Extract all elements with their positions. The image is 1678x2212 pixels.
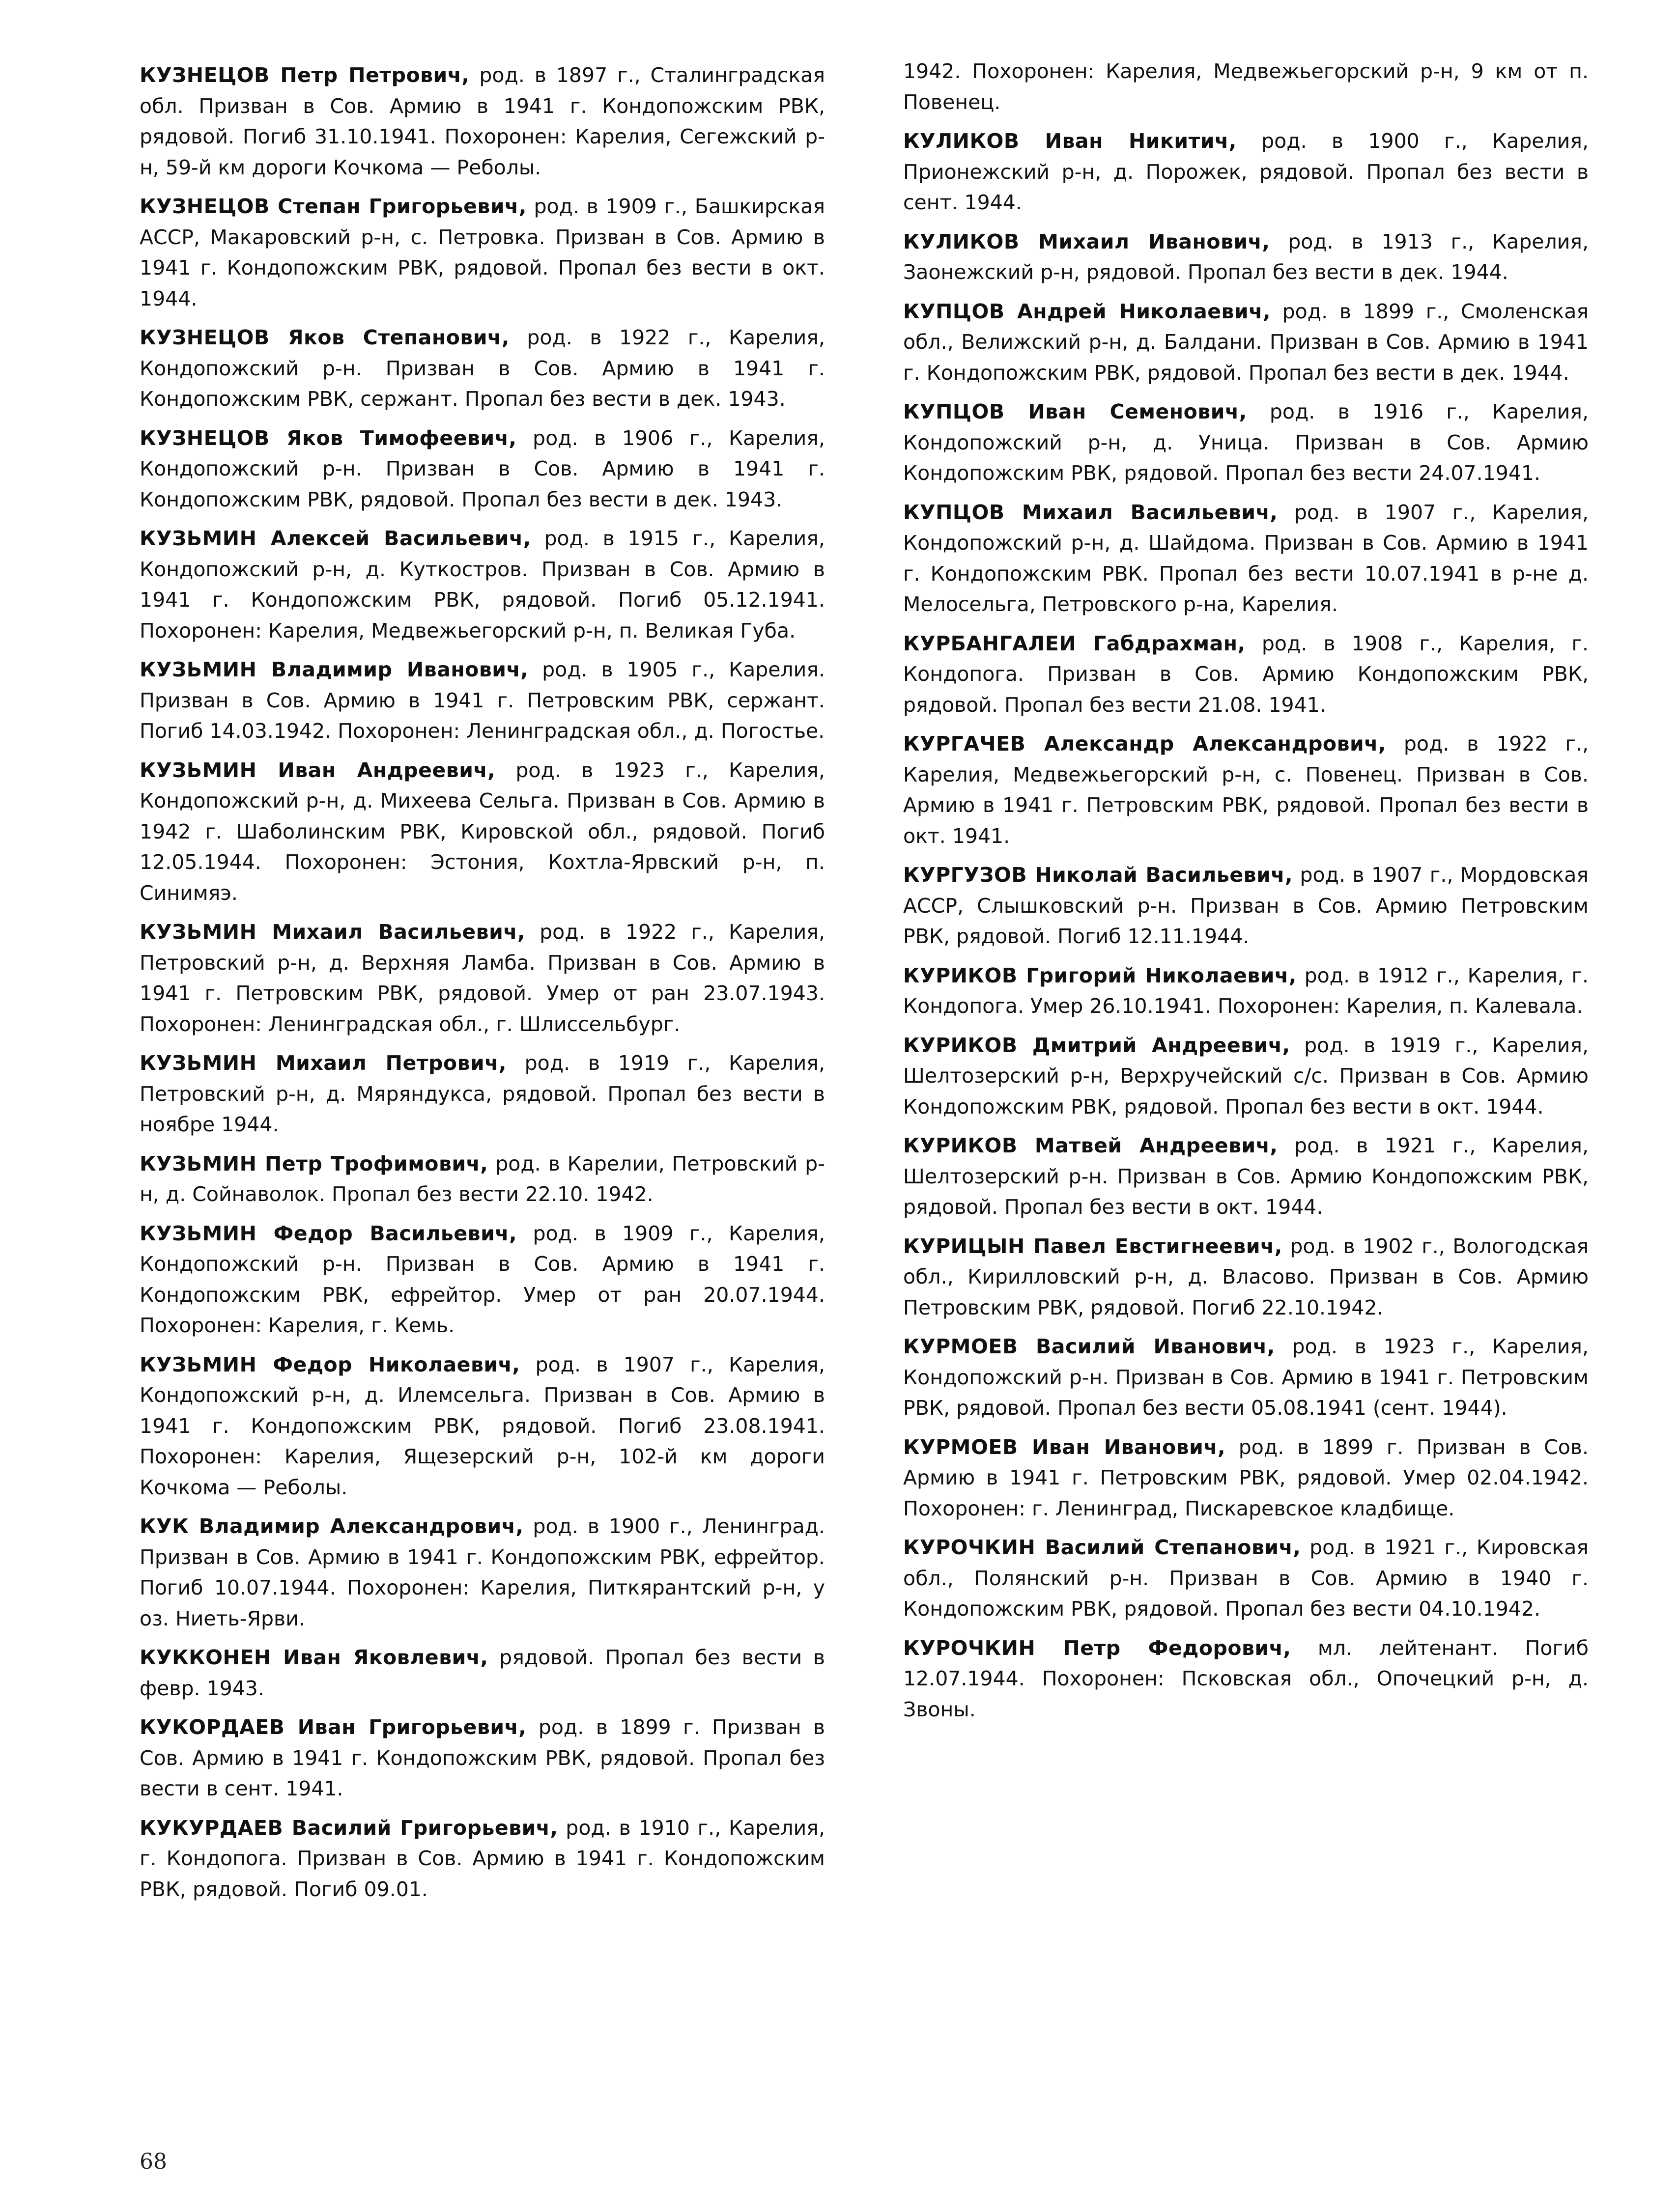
entry-text: род. в 1922 г., Карелия, Медвежьегорский р-н, с. Повенец. Призван в Сов. Армию в 1941 г. Петровским РВК, рядовой. Пропал без вести в окт. 1941. [903, 732, 1589, 848]
entry-name: КУРИЦЫН Павел Евстигнеевич, [903, 1234, 1282, 1258]
right-column [903, 56, 1589, 1733]
entry-name: КУЗНЕЦОВ Степан Григорьевич, [140, 195, 527, 218]
entry-name: КУЗНЕЦОВ Петр Петрович, [140, 63, 470, 87]
list-entry [140, 1048, 825, 1140]
list-entry [903, 1130, 1589, 1223]
entry-name: КУПЦОВ Иван Семенович, [903, 400, 1247, 423]
entry-name: КУРОЧКИН Василий Степанович, [903, 1536, 1301, 1559]
entry-name: КУЗНЕЦОВ Яков Степанович, [140, 326, 510, 349]
list-entry [903, 226, 1589, 288]
entry-continuation: 1942. Похоронен: Карелия, Медвежьегорский р-н, 9 км от п. Повенец. [903, 59, 1589, 114]
entry-text: род. в 1913 г., Карелия, Заонежский р-н, рядовой. Пропал без вести в дек. 1944. [903, 229, 1589, 284]
entry-name: КУРИКОВ Григорий Николаевич, [903, 963, 1297, 987]
list-entry [903, 728, 1589, 851]
list-entry [903, 1432, 1589, 1524]
entry-name: КУЗЬМИН Федор Николаевич, [140, 1352, 520, 1376]
entry-text: род. в 1897 г., Сталинградская обл. Призван в Сов. Армию в 1941 г. Кондопожским РВК, рядовой. Погиб 31.10.1941. Похоронен: Карелия, Сегежский р-н, 59-й км дороги Кочкома — Реболы. [140, 63, 825, 179]
entry-name: КУЛИКОВ Михаил Иванович, [903, 229, 1270, 253]
entry-name: КУРИКОВ Матвей Андреевич, [903, 1134, 1278, 1157]
page-number: 68 [140, 2149, 167, 2174]
entry-text: род. в 1922 г., Карелия, Кондопожский р-н. Призван в Сов. Армию в 1941 г. Кондопожским РВК, сержант. Пропал без вести в дек. 1943. [140, 326, 825, 411]
entry-text: род. в 1907 г., Карелия, Кондопожский р-н, д. Шайдома. Призван в Сов. Армию в 1941 г. Кондопожским РВК. Пропал без вести 10.07.1941 в р-не д. Мелосельга, Петровского р-на, Карелия. [903, 500, 1589, 616]
entry-name: КУК Владимир Александрович, [140, 1514, 524, 1538]
entry-name: КУРИКОВ Дмитрий Андреевич, [903, 1033, 1290, 1057]
entry-name: КУРМОЕВ Василий Иванович, [903, 1335, 1275, 1358]
entry-text: род. в 1907 г., Карелия, Кондопожский р-н, д. Илемсельга. Призван в Сов. Армию в 1941 г. Кондопожским РВК, рядовой. Погиб 23.08.1941. Похоронен: Карелия, Ящезерский р-н, 102-й км дороги Кочкома — Реболы. [140, 1352, 825, 1499]
list-entry [140, 654, 825, 747]
list-entry [140, 1813, 825, 1905]
entry-text: род. в 1899 г. Призван в Сов. Армию в 1941 г. Петровским РВК, рядовой. Умер 02.04.1942. Похоронен: г. Ленинград, Пискаревское кладбище. [903, 1435, 1589, 1520]
list-entry [903, 1331, 1589, 1424]
entry-name: КУЛИКОВ Иван Никитич, [903, 129, 1237, 153]
entry-name: КУККОНЕН Иван Яковлевич, [140, 1646, 488, 1669]
list-entry [140, 1511, 825, 1634]
entry-name: КУЗЬМИН Михаил Петрович, [140, 1051, 507, 1075]
list-entry [140, 917, 825, 1039]
entry-text: род. в 1919 г., Карелия, Петровский р-н, д. Мяряндукса, рядовой. Пропал без вести в ноябре 1944. [140, 1051, 825, 1136]
list-entry [140, 1349, 825, 1503]
entry-text: род. в 1907 г., Мордовская АССР, Слышковский р-н. Призван в Сов. Армию Петровским РВК, рядовой. Погиб 12.11.1944. [903, 863, 1589, 948]
entry-text: род. в 1899 г. Призван в Сов. Армию в 1941 г. Кондопожским РВК, рядовой. Пропал без вести в сент. 1941. [140, 1715, 825, 1800]
entry-name: КУЗЬМИН Михаил Васильевич, [140, 920, 526, 944]
list-entry [903, 1532, 1589, 1624]
entry-name: КУЗЬМИН Иван Андреевич, [140, 758, 496, 782]
list-entry [903, 960, 1589, 1022]
entry-text: род. в 1909 г., Карелия, Кондопожский р-н. Призван в Сов. Армию в 1941 г. Кондопожским РВК, ефрейтор. Умер от ран 20.07.1944. Похоронен: Карелия, г. Кемь. [140, 1221, 825, 1337]
entry-text: род. в 1919 г., Карелия, Шелтозерский р-н, Верхручейский с/с. Призван в Сов. Армию Кондопожским РВК, рядовой. Пропал без вести в окт. 1944. [903, 1033, 1589, 1119]
left-column [140, 60, 825, 1913]
entry-text: род. в 1921 г., Карелия, Шелтозерский р-н. Призван в Сов. Армию Кондопожским РВК, рядовой. Пропал без вести в окт. 1944. [903, 1134, 1589, 1219]
list-entry [903, 1030, 1589, 1122]
entry-text: род. в 1900 г., Карелия, Прионежский р-н, д. Порожек, рядовой. Пропал без вести в сент. 1944. [903, 129, 1589, 214]
list-entry [140, 523, 825, 646]
entry-name: КУКОРДАЕВ Иван Григорьевич, [140, 1715, 527, 1739]
entry-text: род. в 1915 г., Карелия, Кондопожский р-н, д. Куткостров. Призван в Сов. Армию в 1941 г. Кондопожским РВК, рядовой. Погиб 05.12.1941. Похоронен: Карелия, Медвежьегорский р-н, п. Великая Губа. [140, 527, 825, 643]
entry-text: мл. лейтенант. Погиб 12.07.1944. Похоронен: Псковская обл., Опочецкий р-н, д. Звоны. [903, 1636, 1589, 1721]
entry-text: род. в 1923 г., Карелия, Кондопожский р-н. Призван в Сов. Армию в 1941 г. Петровским РВК, рядовой. Пропал без вести 05.08.1941 (сент. 1944). [903, 1335, 1589, 1420]
entry-name: КУКУРДАЕВ Василий Григорьевич, [140, 1816, 558, 1840]
entry-name: КУЗЬМИН Владимир Иванович, [140, 658, 529, 681]
entry-text: род. в 1922 г., Карелия, Петровский р-н, д. Верхняя Ламба. Призван в Сов. Армию в 1941 г. Петровским РВК, рядовой. Умер от ран 23.07.1943. Похоронен: Ленинградская обл., г. Шлиссельбург. [140, 920, 825, 1036]
list-entry [140, 423, 825, 515]
list-entry [903, 126, 1589, 218]
list-entry [903, 396, 1589, 489]
entry-text: род. в 1910 г., Карелия, г. Кондопога. Призван в Сов. Армию в 1941 г. Кондопожским РВК, рядовой. Погиб 09.01. [140, 1816, 825, 1901]
entry-text: род. в 1905 г., Карелия. Призван в Сов. Армию в 1941 г. Петровским РВК, сержант. Погиб 14.03.1942. Похоронен: Ленинградская обл., д. Погостье. [140, 658, 825, 743]
entry-name: КУЗЬМИН Петр Трофимович, [140, 1151, 488, 1176]
list-entry [140, 191, 825, 314]
entry-text: род. в 1916 г., Карелия, Кондопожский р-н, д. Уница. Призван в Сов. Армию Кондопожским РВК, рядовой. Пропал без вести 24.07.1941. [903, 400, 1589, 485]
list-entry [903, 1633, 1589, 1725]
entry-name: КУРОЧКИН Петр Федорович, [903, 1636, 1291, 1660]
list-entry [903, 296, 1589, 389]
entry-text: род. в 1908 г., Карелия, г. Кондопога. Призван в Сов. Армию Кондопожским РВК, рядовой. Пропал без вести 21.08. 1941. [903, 631, 1589, 717]
list-entry [903, 497, 1589, 620]
list-entry [903, 628, 1589, 721]
entry-text: род. в 1921 г., Кировская обл., Полянский р-н. Призван в Сов. Армию в 1940 г. Кондопожским РВК, рядовой. Пропал без вести 04.10.1942. [903, 1536, 1589, 1621]
entry-text: род. в 1923 г., Карелия, Кондопожский р-н, д. Михеева Сельга. Призван в Сов. Армию в 1942 г. Шаболинским РВК, Кировской обл., рядовой. Погиб 12.05.1944. Похоронен: Эстония, Кохтла-Ярвский р-н, п. Синимяэ. [140, 758, 825, 905]
entry-name: КУЗНЕЦОВ Яков Тимофеевич, [140, 426, 517, 450]
entry-name: КУРБАНГАЛЕИ Габдрахман, [903, 631, 1246, 655]
entry-text: род. в 1902 г., Вологодская обл., Кирилловский р-н, д. Власово. Призван в Сов. Армию Петровским РВК, рядовой. Погиб 22.10.1942. [903, 1234, 1589, 1319]
entry-text: род. в 1909 г., Башкирская АССР, Макаровский р-н, с. Петровка. Призван в Сов. Армию в 1941 г. Кондопожским РВК, рядовой. Пропал без вести в окт. 1944. [140, 195, 825, 310]
entry-text: род. в Карелии, Петровский р-н, д. Сойнаволок. Пропал без вести 22.10. 1942. [140, 1151, 825, 1206]
entry-name: КУПЦОВ Андрей Николаевич, [903, 299, 1271, 323]
entry-name: КУПЦОВ Михаил Васильевич, [903, 500, 1278, 524]
list-entry [140, 322, 825, 415]
entry-text: рядовой. Пропал без вести в февр. 1943. [140, 1646, 825, 1700]
entry-name: КУЗЬМИН Алексей Васильевич, [140, 527, 531, 550]
entry-name: КУЗЬМИН Федор Васильевич, [140, 1221, 517, 1245]
entry-name: КУРГАЧЕВ Александр Александрович, [903, 732, 1386, 756]
entry-text: род. в 1906 г., Карелия, Кондопожский р-н. Призван в Сов. Армию в 1941 г. Кондопожским РВК, рядовой. Пропал без вести в дек. 1943. [140, 426, 825, 511]
entry-name: КУРМОЕВ Иван Иванович, [903, 1435, 1226, 1459]
entry-text: род. в 1899 г., Смоленская обл., Велижский р-н, д. Балдани. Призван в Сов. Армию в 1941 г. Кондопожским РВК, рядовой. Пропал без вести в дек. 1944. [903, 299, 1589, 385]
entry-text: род. в 1912 г., Карелия, г. Кондопога. Умер 26.10.1941. Похоронен: Карелия, п. Калевала. [903, 963, 1589, 1018]
list-entry [140, 755, 825, 909]
list-entry [140, 1148, 825, 1210]
list-entry [140, 1642, 825, 1704]
entry-text: род. в 1900 г., Ленинград. Призван в Сов. Армию в 1941 г. Кондопожским РВК, ефрейтор. Погиб 10.07.1944. Похоронен: Карелия, Питкярантский р-н, у оз. Ниеть-Ярви. [140, 1514, 825, 1630]
list-entry [140, 1218, 825, 1341]
list-entry [140, 1712, 825, 1804]
entry-name: КУРГУЗОВ Николай Васильевич, [903, 863, 1293, 887]
list-entry [140, 60, 825, 183]
list-entry [903, 1231, 1589, 1323]
list-entry [903, 860, 1589, 952]
